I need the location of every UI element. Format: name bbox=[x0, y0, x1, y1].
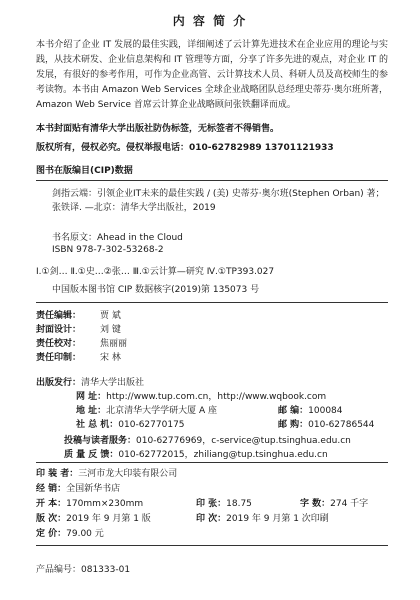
distributor-value: 全国新华书店 bbox=[66, 484, 121, 494]
printing-label: 印 次： bbox=[196, 514, 227, 524]
staff-value: 贾 斌 bbox=[100, 311, 121, 321]
publisher-value: 清华大学出版社 bbox=[81, 378, 145, 388]
address-row bbox=[76, 403, 217, 416]
edition-row bbox=[36, 511, 151, 524]
quality-feedback-label: 质 量 反 馈： bbox=[64, 450, 119, 460]
sheets-value: 18.75 bbox=[226, 499, 252, 509]
cip-isbn: ISBN 978-7-302-53268-2 bbox=[52, 245, 164, 255]
price-row bbox=[36, 526, 104, 539]
divider bbox=[36, 462, 388, 463]
copyright-notice: 版权所有，侵权必究。侵权举报电话：010-62782989 13701121933 bbox=[36, 143, 334, 153]
edition-value: 2019 年 9 月第 1 版 bbox=[66, 514, 151, 524]
submission-value: 010-62776969，c-service@tup.tsinghua.edu.cn bbox=[136, 436, 351, 446]
switchboard-row bbox=[76, 417, 185, 430]
mail-order-value: 010-62786544 bbox=[308, 420, 375, 430]
product-code: 产品编号：081333-01 bbox=[36, 565, 131, 575]
divider bbox=[36, 302, 388, 303]
quality-feedback-value: 010-62772015，zhiliang@tup.tsinghua.edu.cn bbox=[118, 450, 328, 460]
website-row bbox=[76, 389, 326, 402]
anti-counterfeit-notice: 本书封面贴有清华大学出版社防伪标签，无标签者不得销售。 bbox=[36, 124, 280, 134]
distributor-row bbox=[36, 481, 120, 494]
price-label: 定 价： bbox=[36, 529, 67, 539]
mail-order-label: 邮 购： bbox=[278, 420, 309, 430]
address-value: 北京清华大学学研大厦 A 座 bbox=[106, 406, 218, 416]
publisher-row bbox=[36, 375, 144, 388]
website-value: http://www.tup.com.cn，http://www.wqbook.com bbox=[106, 392, 327, 402]
publisher-label: 出版发行： bbox=[36, 378, 82, 388]
switchboard-value: 010-62770175 bbox=[118, 420, 185, 430]
cip-heading: 图书在版编目(CIP)数据 bbox=[36, 166, 133, 176]
postcode-value: 100084 bbox=[308, 406, 343, 416]
printer-value: 三河市龙大印装有限公司 bbox=[78, 469, 178, 479]
staff-label: 责任编辑： bbox=[36, 311, 82, 321]
intro-paragraph: 本书介绍了企业 IT 发展的最佳实践，详细阐述了云计算先进技术在企业应用的理论与实践，从技术研发、企业信息架构和 IT 管理等方面，分享了许多先进的观点，对企业 IT 的发展，有很好的参考作用，可作为企业高管、云计算技术人员、科研人员及高校师生的参考读物。本书由 Amazon Web Services 全球企业战略团队总经理史蒂芬·奥尔班所著，Amazon Web Service 首席云计算企业战略顾问张铁翻译而成。 bbox=[36, 40, 388, 110]
printer-label: 印 装 者： bbox=[36, 469, 79, 479]
address-label: 地 址： bbox=[76, 406, 107, 416]
cip-original-title: 书名原文：Ahead in the Cloud bbox=[52, 233, 183, 243]
staff-row bbox=[36, 308, 121, 321]
cip-categories: Ⅰ.①剑… Ⅱ.①史…②张… Ⅲ.①云计算—研究 Ⅳ.①TP393.027 bbox=[36, 267, 275, 277]
switchboard-label: 社 总 机： bbox=[76, 420, 119, 430]
submission-row bbox=[64, 433, 351, 446]
printing-row bbox=[196, 511, 329, 524]
edition-label: 版 次： bbox=[36, 514, 67, 524]
word-count-label: 字 数： bbox=[300, 499, 331, 509]
divider bbox=[36, 180, 388, 181]
format-row bbox=[36, 496, 143, 509]
printer-row bbox=[36, 466, 177, 479]
format-label: 开 本： bbox=[36, 499, 67, 509]
divider bbox=[36, 545, 388, 546]
distributor-label: 经 销： bbox=[36, 484, 67, 494]
staff-label: 责任校对： bbox=[36, 339, 82, 349]
staff-value: 宋 林 bbox=[100, 353, 121, 363]
word-count-value: 274 千字 bbox=[330, 499, 369, 509]
word-count-row bbox=[300, 496, 368, 509]
staff-row bbox=[36, 336, 127, 349]
staff-label: 责任印制： bbox=[36, 353, 82, 363]
staff-row bbox=[36, 350, 121, 363]
sheets-row bbox=[196, 496, 252, 509]
submission-label: 投稿与读者服务： bbox=[64, 436, 137, 446]
format-value: 170mm×230mm bbox=[66, 499, 144, 509]
mail-order-row bbox=[278, 417, 374, 430]
staff-value: 刘 键 bbox=[100, 325, 121, 335]
staff-row bbox=[36, 322, 121, 335]
price-value: 79.00 元 bbox=[66, 529, 104, 539]
staff-label: 封面设计： bbox=[36, 325, 82, 335]
sheets-label: 印 张： bbox=[196, 499, 227, 509]
page-title: 内 容 简 介 bbox=[172, 14, 248, 28]
cip-record: 中国版本图书馆 CIP 数据核字(2019)第 135073 号 bbox=[52, 285, 260, 295]
postcode-row bbox=[278, 403, 343, 416]
website-label: 网 址： bbox=[76, 392, 107, 402]
quality-feedback-row bbox=[64, 447, 328, 460]
cip-main: 剑指云端：引领企业IT未来的最佳实践 / (美) 史蒂芬·奥尔班(Stephen Orban) 著；张铁译. —北京：清华大学出版社，2019 bbox=[52, 189, 385, 213]
printing-value: 2019 年 9 月第 1 次印刷 bbox=[226, 514, 329, 524]
staff-value: 焦丽丽 bbox=[100, 339, 128, 349]
postcode-label: 邮 编： bbox=[278, 406, 309, 416]
